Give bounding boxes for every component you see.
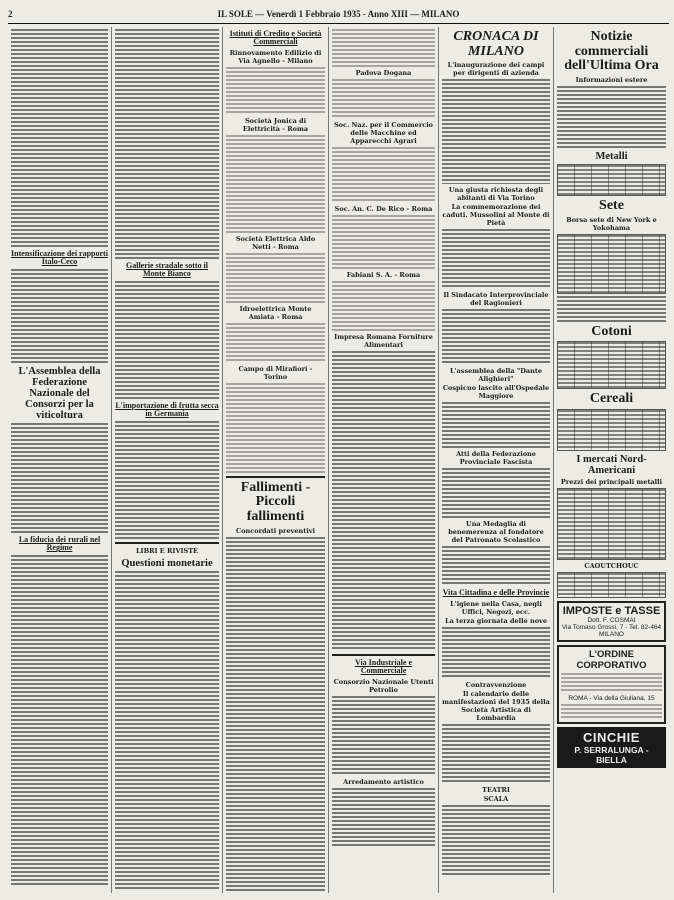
subhead-dante-alighieri: L'assemblea della "Dante Alighieri": [450, 367, 542, 384]
subhead-concordati: Concordati preventivi: [236, 526, 315, 535]
article-text: [442, 468, 550, 518]
article-text: [557, 296, 666, 322]
column-4: [329, 27, 439, 893]
article-text: [115, 421, 219, 539]
article-text: [442, 724, 550, 784]
subhead-rinnovamento-edilizio: Rinnovamento Edilizio di Via Agnello - Milano: [229, 48, 322, 65]
headline-sete: Sete: [599, 198, 624, 214]
subhead-informazioni-estere: Informazioni estere: [575, 76, 648, 85]
ad-city: MILANO: [599, 631, 624, 639]
headline-questioni-monetarie: Questioni monetarie: [121, 557, 213, 569]
article-text: [115, 571, 219, 889]
subhead-contravvenzione: Contravvenzione: [465, 680, 527, 689]
headline-vita-cittadina: Vita Cittadina e delle Provincie: [442, 588, 550, 598]
subhead-monte-amiata: Idroelettrica Monte Amiata - Roma: [239, 304, 312, 321]
article-text: [11, 269, 108, 363]
column-5: [439, 27, 554, 893]
article-text: [226, 253, 325, 303]
sete-table: [557, 234, 666, 294]
subhead-mirafiori: Campo di Mirafiori - Torino: [238, 364, 313, 381]
article-text: [442, 229, 550, 289]
subhead-macchine-agrarie: Soc. Naz. per il Commercio delle Macchine ed Apparecchi Agrari: [333, 121, 434, 145]
article-text: [332, 29, 435, 67]
subhead-consorzio-petrolio: Consorzio Nazionale Utenti Petrolio: [333, 677, 434, 694]
subhead-federazione-fascista: Atti della Federazione Provinciale Fascista: [456, 450, 536, 467]
headline-rapporti-italo-ceco: Intensificazione dei rapporti Italo-Ceco: [11, 249, 108, 267]
divider: [226, 476, 325, 478]
subhead-borsa-sete: Borsa sete di New York e Yokohama: [566, 215, 657, 232]
headline-via-industriale: Via Industriale e Commerciale: [354, 658, 413, 676]
headline-fallimenti: Fallimenti - Piccoli fallimenti: [240, 479, 311, 525]
subhead-sindacato-ragionieri: Il Sindacato Interprovinciale del Ragionieri: [443, 291, 549, 308]
headline-notizie-commerciali: Notizie commerciali dell'Ultima Ora: [564, 29, 659, 74]
columns: [8, 27, 669, 893]
caoutchouc-label: CAOUTCHOUC: [584, 562, 639, 571]
imposte-tasse-ad: [557, 601, 666, 642]
mercati-table: [557, 488, 666, 560]
article-text: [226, 383, 325, 473]
ad-text: [561, 673, 662, 693]
cinchie-ad: [557, 727, 666, 768]
subhead-de-rico: Soc. An. C. De Rico - Roma: [334, 205, 433, 213]
column-1: [8, 27, 112, 893]
article-text: [332, 351, 435, 651]
ad-address: ROMA - Via della Giuliana, 15: [568, 695, 655, 703]
subhead-igiene-casa: L'igiene nella Casa, negli Uffici, Negozi, ecc.: [450, 599, 542, 616]
article-text: [115, 29, 219, 259]
divider: [332, 654, 435, 656]
ad-title: IMPOSTE e TASSE: [562, 605, 661, 618]
article-text: [11, 423, 108, 533]
section-teatri: TEATRI: [482, 785, 510, 794]
article-text: [11, 29, 108, 247]
headline-istituti-credito: Istituti di Credito e Società Commerciali: [229, 29, 322, 47]
article-text: [332, 215, 435, 269]
subhead-via-torino: Una giusta richiesta degli abitanti di Via Torino: [448, 186, 544, 203]
subhead-campi-dirigenti: L'inaugurazione dei campi per dirigenti di azienda: [447, 61, 545, 78]
headline-fiducia-rurali: La fiducia dei rurali nel Regime: [18, 534, 101, 553]
article-text: [557, 86, 666, 148]
subhead-calendario-manifestazioni: Il calendario delle manifestazioni del 1935 della Società Artistica di Lombardia: [442, 689, 550, 722]
article-text: [442, 546, 550, 586]
subhead-fabiani: Fabiani S. A. - Roma: [346, 271, 421, 279]
article-text: [442, 79, 550, 184]
article-text: [226, 537, 325, 893]
headline-monte-bianco: Gallerie stradale sotto il Monte Bianco: [126, 261, 208, 279]
headline-mercati-nord-americani: I mercati Nord-Americani: [576, 454, 647, 477]
article-text: [226, 67, 325, 115]
article-text: [226, 135, 325, 233]
caoutchouc-table: [557, 572, 666, 598]
metalli-table: [557, 164, 666, 196]
subhead-lascito-ospedale: Cospicuo lascito all'Ospedale Maggiore: [442, 384, 550, 401]
article-text: [332, 788, 435, 848]
column-2: [112, 27, 223, 893]
section-libri-riviste: LIBRI E RIVISTE: [135, 546, 199, 555]
column-3: [223, 27, 329, 893]
article-text: [442, 309, 550, 365]
subhead-arredamento: Arredamento artistico: [343, 777, 424, 786]
subhead-jonica-elettricita: Società Jonica di Elettricità - Roma: [242, 116, 309, 133]
subhead-aldo-netti: Società Elettrica Aldo Netti - Roma: [235, 234, 316, 251]
ad-address: Via Tomaso Grossi, 7 - Tel. 82-464: [561, 624, 662, 632]
article-text: [442, 627, 550, 679]
article-text: [332, 696, 435, 776]
headline-assemblea-viticoltura: L'Assemblea della Federazione Nazionale del Consorzi per la viticoltura: [18, 365, 101, 421]
ad-title: L'ORDINE CORPORATIVO: [576, 649, 647, 672]
article-text: [11, 555, 108, 885]
column-6: [554, 27, 669, 893]
subhead-impresa-romana: Impresa Romana Forniture Alimentari: [334, 333, 433, 349]
article-text: [115, 281, 219, 399]
article-text: [332, 147, 435, 203]
header-rule: [8, 23, 669, 24]
subhead-medaglia-benemerenza: Una Medaglia di benemerenza al fondatore del Patronato Scolastico: [448, 520, 544, 545]
article-text: [332, 281, 435, 331]
masthead-line: IL SOLE — Venerdì 1 Febbraio 1935 - Anno XIII — MILANO: [217, 9, 460, 19]
headline-cotoni: Cotoni: [591, 323, 632, 339]
page-number: 2: [8, 9, 13, 19]
ad-title: CINCHIE: [583, 730, 640, 746]
ad-name: Dott. F. COSMAI: [587, 617, 636, 625]
ordine-corporativo-ad: [557, 645, 666, 724]
subhead-scala: SCALA: [483, 794, 509, 803]
article-text: [442, 805, 550, 877]
headline-metalli: Metalli: [595, 151, 628, 163]
headline-cereali: Cereali: [589, 391, 634, 407]
divider: [115, 542, 219, 544]
article-text: [332, 79, 435, 119]
subhead-terza-giornata: La terza giornata delle nove: [445, 616, 547, 625]
headline-frutta-secca: L'importazione di frutta secca in Germania: [115, 400, 219, 419]
headline-cronaca-milano: CRONACA DI MILANO: [453, 29, 539, 59]
subhead-padova-dogana: Padova Dogana: [355, 69, 412, 77]
ad-subtitle: P. SERRALUNGA - BIELLA: [574, 745, 649, 766]
article-text: [442, 402, 550, 448]
ad-text: [561, 704, 662, 718]
cereali-table: [557, 409, 666, 451]
article-text: [226, 323, 325, 363]
subhead-commemorazione: La commemorazione dei caduti. Mussolini al Monte di Pietà: [442, 203, 550, 228]
cotoni-table: [557, 341, 666, 389]
running-header: [8, 9, 669, 21]
subhead-prezzi-metalli: Prezzi dei principali metalli: [560, 478, 663, 487]
